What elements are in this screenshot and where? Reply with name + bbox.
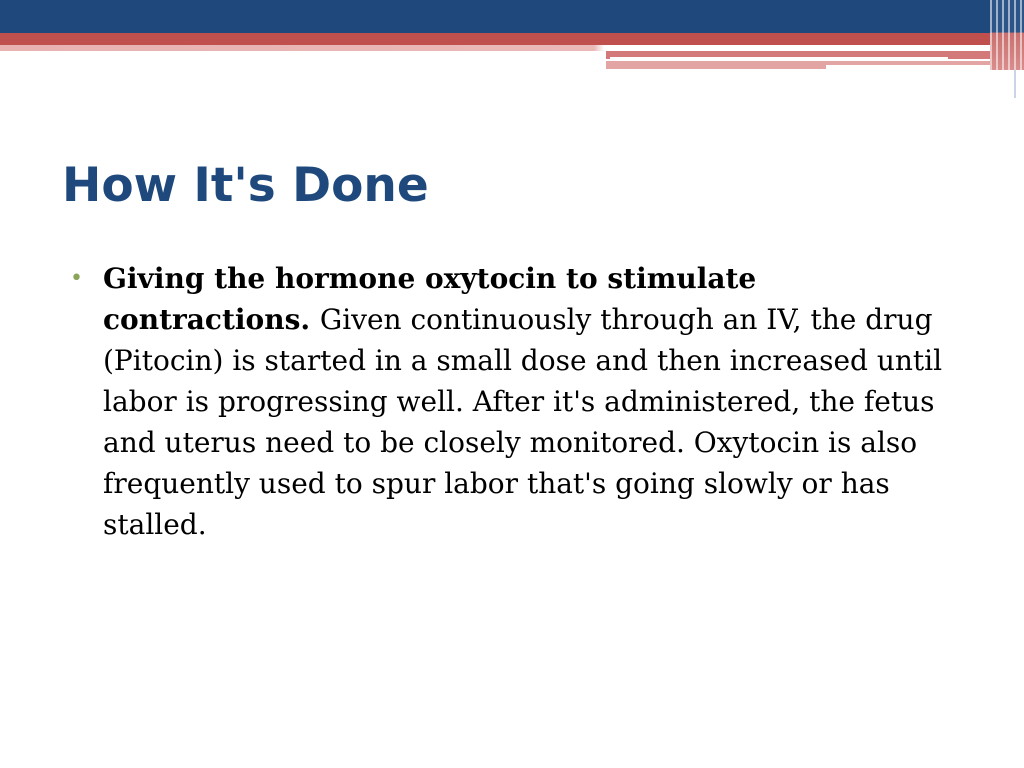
decorative-vertical-lines <box>990 0 1024 70</box>
top-banner-blue <box>0 0 1024 33</box>
bullet-icon: • <box>70 266 83 291</box>
bullet-bold-text: Giving the hormone oxytocin to stimulate contractions. <box>103 262 757 336</box>
decorative-vertical-line <box>1014 70 1016 98</box>
slide-body <box>70 258 970 545</box>
bullet-item <box>70 258 970 545</box>
top-banner-red <box>0 33 1024 45</box>
decorative-stripe <box>610 57 948 60</box>
bullet-text: Given continuously through an IV, the drug (Pitocin) is started in a small dose and then increased until labor is progressing well. After it's administered, the fetus and uterus need to be closely monitored. Oxytocin is also frequently used to spur labor that's going slowly or has stalled. <box>103 303 943 541</box>
slide-title: How It's Done <box>62 158 429 213</box>
